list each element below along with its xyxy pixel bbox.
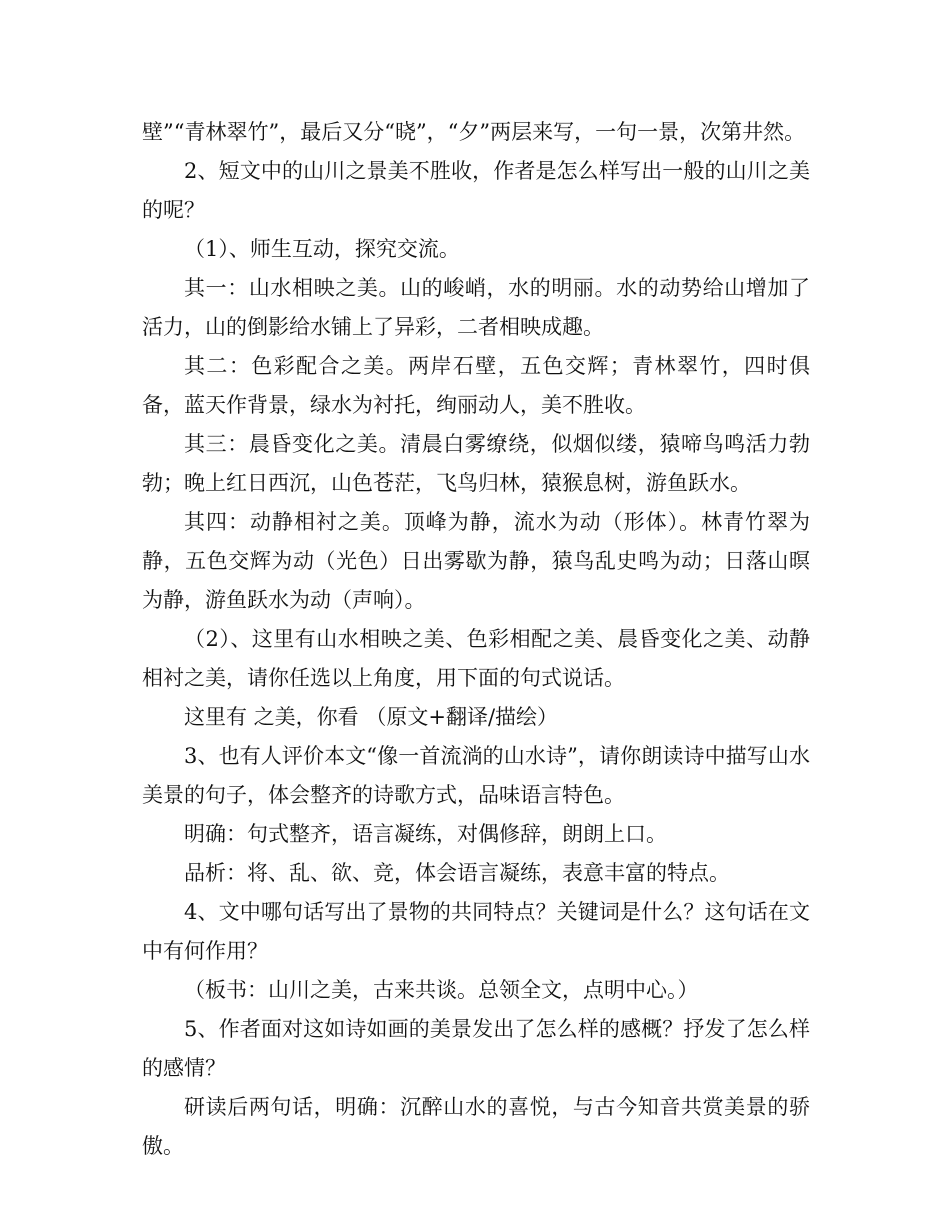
sentence-pattern: 这里有 之美，你看 （原文+翻译/描绘） <box>184 705 559 729</box>
question-2: 2、短文中的山川之景美不胜收，作者是怎么样写出一般的山川之美的呢？ <box>142 159 810 222</box>
point-three: 其三：晨昏变化之美。清晨白雾缭绕，似烟似缕，猿啼鸟鸣活力勃勃；晚上红日西沉，山色苍茫，飞鸟归林，猿猴息树，游鱼跃水。 <box>142 432 810 495</box>
point-four: 其四：动静相衬之美。顶峰为静，流水为动（形体）。林青竹翠为静，五色交辉为动（光色）日出雾歇为静，猿鸟乱史鸣为动；日落山暝为静，游鱼跃水为动（声响）。 <box>142 510 810 612</box>
sub-item-1-heading: （1）、师生互动，探究交流。 <box>184 237 460 261</box>
point-two: 其二：色彩配合之美。两岸石壁，五色交辉；青林翠竹，四时俱备，蓝天作背景，绿水为衬托，绚丽动人，美不胜收。 <box>142 354 810 417</box>
document-page <box>142 113 810 1166</box>
question-3: 3、也有人评价本文“像一首流淌的山水诗”，请你朗读诗中描写山水美景的句子，体会整齐的诗歌方式，品味语言特色。 <box>142 744 810 807</box>
question-4: 4、文中哪句话写出了景物的共同特点？关键词是什么？这句话在文中有何作用？ <box>142 900 810 963</box>
point-one: 其一：山水相映之美。山的峻峭，水的明丽。水的动势给山增加了活力，山的倒影给水铺上了异彩，二者相映成趣。 <box>142 276 810 339</box>
sub-item-2: （2）、这里有山水相映之美、色彩相配之美、晨昏变化之美、动静相衬之美，请你任选以上角度，用下面的句式说话。 <box>142 627 810 690</box>
analysis: 品析：将、乱、欲、竞，体会语言凝练，表意丰富的特点。 <box>184 861 730 885</box>
clarification: 明确：句式整齐，语言凝练，对偶修辞，朗朗上口。 <box>184 822 667 846</box>
question-5: 5、作者面对这如诗如画的美景发出了怎么样的感概？抒发了怎么样的感情？ <box>142 1017 810 1080</box>
study-answer: 研读后两句话，明确：沉醉山水的喜悦，与古今知音共赏美景的骄傲。 <box>142 1095 810 1158</box>
paragraph-continuation: 壁”“青林翠竹”，最后又分“晓”，“夕”两层来写，一句一景，次第井然。 <box>142 120 806 144</box>
blackboard-note: （板书：山川之美，古来共谈。总领全文，点明中心。） <box>184 978 699 1002</box>
